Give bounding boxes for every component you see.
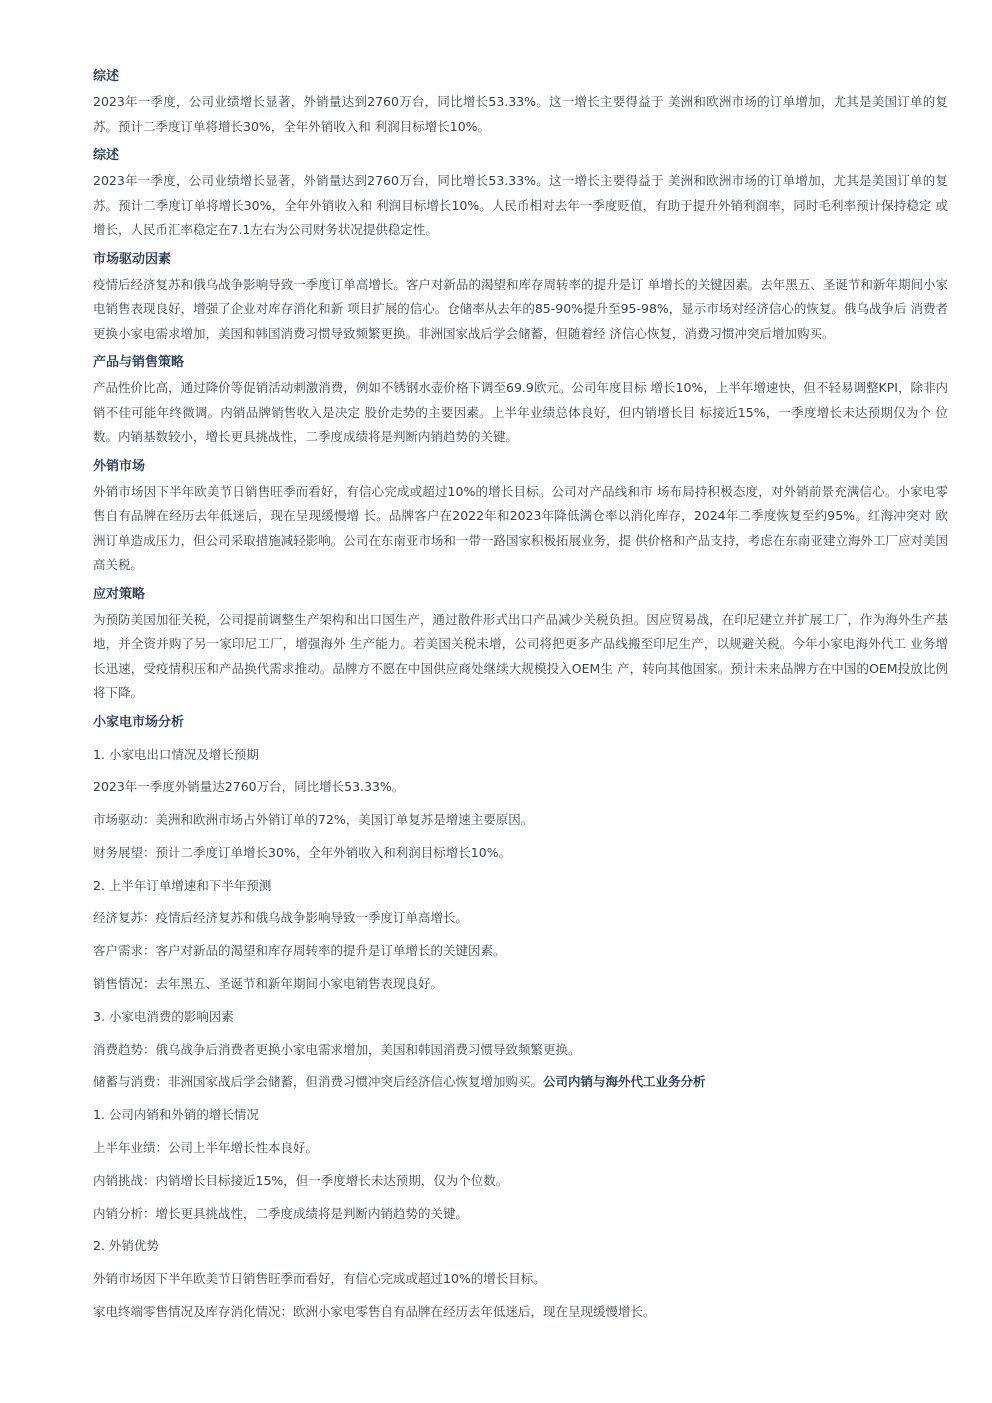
list-item: 3. 小家电消费的影响因素 [93,1008,234,1024]
section-heading: 应对策略 [93,586,146,602]
list-item: 2023年一季度外销量达2760万台，同比增长53.33%。 [93,779,405,795]
inline-section-heading: 公司内销与海外代工业务分析 [543,1074,706,1090]
list-item-text: 储蓄与消费：非洲国家战后学会储蓄，但消费习惯冲突后经济信心恢复增加购买。 [93,1074,544,1090]
document-page [93,68,948,1336]
list-item: 1. 小家电出口情况及增长预期 [93,746,259,762]
list-item: 消费趋势：俄乌战争后消费者更换小家电需求增加，美国和韩国消费习惯导致频繁更换。 [93,1041,581,1057]
section-body: 2023年一季度，公司业绩增长显著，外销量达到2760万台，同比增长53.33%。这一增长主要得益于 美洲和欧洲市场的订单增加，尤其是美国订单的复苏。预计二季度订单将增长30%，全年外销收入和 利润目标增长10%。 [93,94,948,134]
list-item: 销售情况：去年黑五、圣诞节和新年期间小家电销售表现良好。 [93,976,444,992]
list-item: 1. 公司内销和外销的增长情况 [93,1107,259,1123]
section-heading: 综述 [93,69,120,84]
section-heading: 综述 [93,148,120,163]
list-item: 上半年业绩：公司上半年增长性本良好。 [93,1140,319,1156]
section-heading: 市场驱动因素 [93,251,172,267]
section-body: 2023年一季度，公司业绩增长显著，外销量达到2760万台，同比增长53.33%。这一增长主要得益于 美洲和欧洲市场的订单增加，尤其是美国订单的复苏。预计二季度订单将增长30%，全年外销收入和 利润目标增长10%。人民币相对去年一季度贬值，有助于提升外销利润率，同时毛利率预计保持稳定 或增长，人民币汇率稳定在7.1左右为公司财务状况提供稳定性。 [93,173,948,237]
section-body: 产品性价比高，通过降价等促销活动刺激消费，例如不锈钢水壶价格下调至69.9欧元。公司年度目标 增长10%，上半年增速快，但不轻易调整KPI，除非内销不佳可能年终微调。内销品牌销售收入是决定 股价走势的主要因素。上半年业绩总体良好，但内销增长目 标接近15%，一季度增长未达预期仅为个 位数。内销基数较小，增长更具挑战性，二季度成绩将是判断内销趋势的关键。 [93,380,948,444]
section-response-strategy [93,586,948,706]
section-body: 外销市场因下半年欧美节日销售旺季而看好，有信心完成或超过10%的增长目标。公司对产品线和市 场布局持积极态度，对外销前景充满信心。小家电零售自有品牌在经历去年低迷后，现在呈现缓慢增 长。品牌客户在2022年和2023年降低满仓率以消化库存，2024年二季度恢复至约95%。红海冲突对 欧洲订单造成压力，但公司采取措施减轻影响。公司在东南亚市场和一带一路国家积极拓展业务，提 供价格和产品支持，考虑在东南亚建立海外工厂应对美国高关税。 [93,483,948,572]
list-item: 2. 上半年订单增速和下半年预测 [93,877,272,893]
section-body: 为预防美国加征关税，公司提前调整生产架构和出口国生产，通过散件形式出口产品减少关税负担。因应贸易战，在印尼建立并扩展工厂，作为海外生产基地，并全资并购了另一家印尼工厂，增强海外 生产能力。若美国关税未增，公司将把更多产品线搬至印尼生产，以规避关税。今年小家电海外代工 业务增长迅速，受疫情积压和产品换代需求推动。品牌方不愿在中国供应商处继续大规模投入OEM生 产，转向其他国家。预计未来品牌方在中国的OEM投放比例将下降。 [93,611,948,700]
section-body: 疫情后经济复苏和俄乌战争影响导致一季度订单高增长。客户对新品的渴望和库存周转率的提升是订 单增长的关键因素。去年黑五、圣诞节和新年期间小家电销售表现良好，增强了企业对库存消化和新 项目扩展的信心。仓储率从去年的85-90%提升至95-98%，显示市场对经济信心的恢复。俄乌战争后 消费者更换小家电需求增加，美国和韩国消费习惯导致频繁更换。非洲国家战后学会储蓄，但随着经 济信心恢复，消费习惯冲突后增加购买。 [93,276,948,341]
section-export-market [93,458,948,578]
list-item: 家电终端零售情况及库存消化情况：欧洲小家电零售自有品牌在经历去年低迷后，现在呈现缓慢增长。 [93,1304,656,1320]
section-heading: 产品与销售策略 [93,355,185,370]
section-appliance-market-analysis [93,714,948,1322]
list-item-with-heading [93,1073,948,1091]
section-heading: 外销市场 [93,458,146,474]
list-item: 内销分析：增长更具挑战性，二季度成绩将是判断内销趋势的关键。 [93,1205,469,1221]
list-item: 财务展望：预计二季度订单增长30%，全年外销收入和利润目标增长10%。 [93,844,512,860]
list-item: 外销市场因下半年欧美节日销售旺季而看好，有信心完成或超过10%的增长目标。 [93,1271,546,1287]
section-market-drivers [93,251,948,347]
list-item: 2. 外销优势 [93,1238,159,1254]
list-item: 内销挑战：内销增长目标接近15%，但一季度增长未达预期，仅为个位数。 [93,1172,509,1188]
section-heading: 小家电市场分析 [93,714,185,730]
section-product-sales-strategy [93,354,948,450]
section-overview-1 [93,68,948,139]
section-overview-2 [93,147,948,243]
list-item: 经济复苏：疫情后经济复苏和俄乌战争影响导致一季度订单高增长。 [93,910,469,926]
list-item: 市场驱动：美洲和欧洲市场占外销订单的72%，美国订单复苏是增速主要原因。 [93,812,534,828]
list-item: 客户需求：客户对新品的渴望和库存周转率的提升是订单增长的关键因素。 [93,943,506,959]
